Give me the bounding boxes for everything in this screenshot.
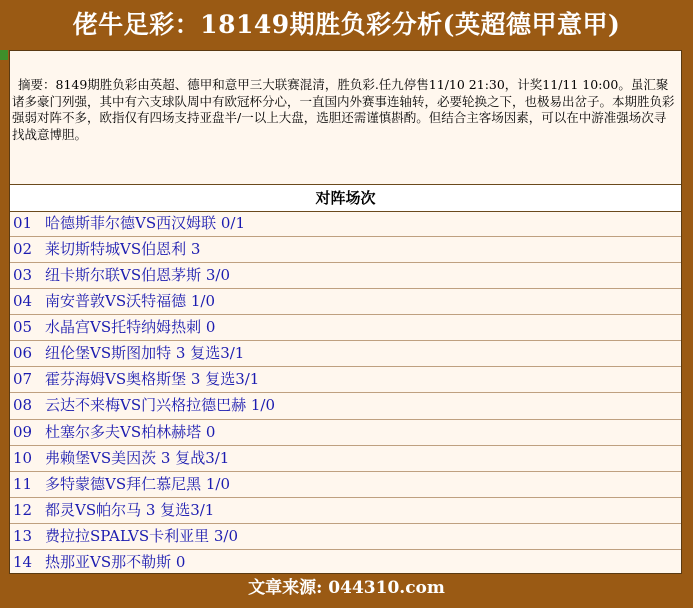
match-number: 06 [13,344,33,363]
list-item [10,289,681,315]
match-text: 莱切斯特城VS伯恩利 3 [45,240,201,259]
match-number: 07 [13,370,33,389]
match-number: 05 [13,318,33,337]
list-item [10,315,681,341]
list-item [10,524,681,550]
match-number: 08 [13,396,33,415]
match-text: 杜塞尔多夫VS柏林赫塔 0 [45,422,216,441]
match-text: 水晶宫VS托特纳姆热刺 0 [45,318,216,337]
list-item [10,263,681,289]
match-number: 13 [13,526,33,545]
list-item [10,367,681,393]
list-item [10,341,681,367]
footer-source: 文章来源: 044310.com [248,578,445,598]
match-text: 哈德斯菲尔德VS西汉姆联 0/1 [45,214,246,232]
corner-accent [0,50,8,60]
list-item [10,446,681,472]
content-panel [9,50,682,574]
match-number: 10 [13,448,33,467]
match-number: 01 [13,214,33,232]
list-item [10,420,681,446]
list-item [10,211,681,237]
match-number: 11 [13,474,33,493]
list-item [10,550,681,576]
match-text: 热那亚VS那不勒斯 0 [45,552,186,571]
match-number: 04 [13,292,33,311]
match-number: 12 [13,500,33,519]
summary-text: 摘要：8149期胜负彩由英超、德甲和意甲三大联赛混清，胜负彩.任九停售11/10 21:30，计奖11/11 10:00。虽汇聚诸多豪门列强，其中有六支球队周中有欧冠杯分心，一直国内外赛事连轴转，必要轮换之下，也极易出岔子。本期胜负彩强弱对阵不多，欧指仅有四场支持亚盘半/一以上大盘，选胆还需谨慎斟酌。但结合主客场因素，可以在中游准强场次寻找战意博胆。 [12,77,675,142]
list-item [10,472,681,498]
summary-block [12,77,677,143]
match-text: 费拉拉SPALVS卡利亚里 3/0 [45,526,239,545]
match-text: 弗赖堡VS美因茨 3 复战3/1 [45,448,230,467]
match-text: 都灵VS帕尔马 3 复选3/1 [45,500,215,519]
match-number: 09 [13,422,33,441]
match-text: 南安普敦VS沃特福德 1/0 [45,292,216,311]
match-number: 14 [13,552,33,571]
list-item [10,393,681,419]
list-item [10,237,681,263]
page-title: 佬牛足彩：18149期胜负彩分析(英超德甲意甲) [72,10,621,39]
match-text: 霍芬海姆VS奥格斯堡 3 复选3/1 [45,370,260,389]
match-text: 多特蒙德VS拜仁慕尼黑 1/0 [45,474,231,493]
match-text: 云达不来梅VS门兴格拉德巴赫 1/0 [45,396,276,415]
match-text: 纽卡斯尔联VS伯恩茅斯 3/0 [45,266,231,285]
list-item [10,498,681,524]
match-list [10,211,681,576]
match-number: 02 [13,240,33,259]
table-header: 对阵场次 [10,184,681,212]
match-number: 03 [13,266,33,285]
match-text: 纽伦堡VS斯图加特 3 复选3/1 [45,344,245,363]
